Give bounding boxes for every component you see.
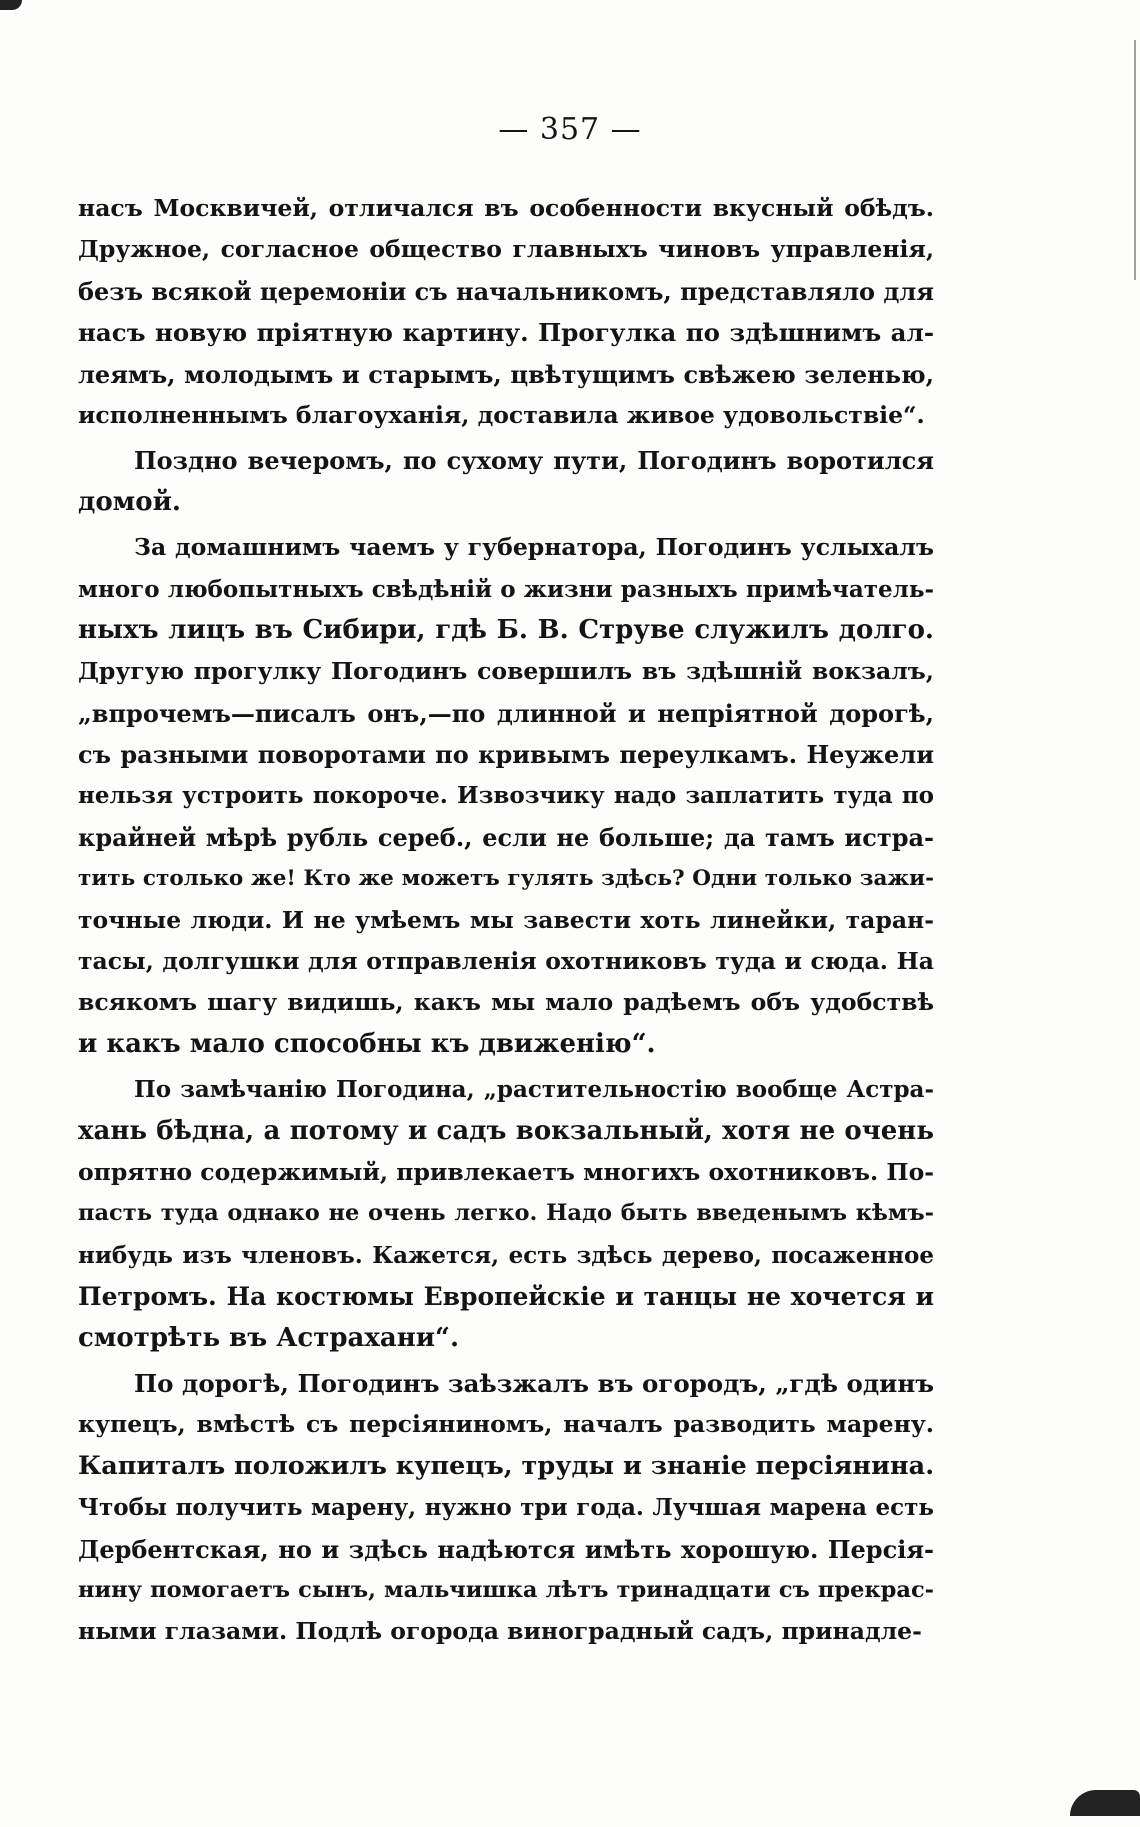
paragraph [78, 440, 934, 523]
body-text [78, 188, 934, 1657]
text-line: Дружное, согласное общество главныхъ чиновъ управленія, [78, 235, 934, 264]
text-line: нельзя устроить покороче. Извозчику надо заплатить туда по [78, 782, 934, 810]
text-line: За домашнимъ чаемъ у губернатора, Погодинъ услыхалъ [134, 533, 934, 562]
paragraph [78, 1363, 934, 1653]
text-line: тасы, долгушки для отправленія охотниковъ туда и сюда. На [78, 947, 934, 976]
text-line: домой. [78, 486, 181, 517]
paragraph [78, 1069, 934, 1359]
text-line: По замѣчанію Погодина, „растительностію вообще Астра- [134, 1076, 934, 1104]
text-line: Петромъ. На костюмы Европейскіе и танцы не хочется и [78, 1282, 934, 1312]
text-line: исполненнымъ благоуханія, доставила живое удовольствіе“. [78, 400, 925, 429]
text-line: смотрѣть въ Астрахани“. [78, 1322, 460, 1353]
text-line: Чтобы получить марену, нужно три года. Лучшая марена есть [78, 1494, 934, 1522]
text-line: крайней мѣрѣ рубль сереб., если не больше; да тамъ истра- [78, 822, 934, 852]
text-line: насъ Москвичей, отличался въ особенности вкусный обѣдъ. [78, 194, 934, 222]
text-line: пасть туда однако не очень легко. Надо быть введенымъ кѣмъ- [78, 1200, 934, 1227]
text-line: ныхъ лицъ въ Сибири, гдѣ Б. В. Струве служилъ долго. [78, 614, 934, 645]
text-line: всякомъ шагу видишь, какъ мы мало радѣемъ объ удобствѣ [78, 988, 934, 1017]
scan-artifact-blob [1070, 1790, 1140, 1816]
text-line: ными глазами. Подлѣ огорода виноградный садъ, принадле- [78, 1617, 922, 1646]
text-line: и какъ мало способны къ движенію“. [78, 1028, 656, 1059]
text-line: Поздно вечеромъ, по сухому пути, Погодинъ воротился [134, 446, 934, 476]
text-line: опрятно содержимый, привлекаетъ многихъ охотниковъ. По- [78, 1157, 934, 1186]
scan-artifact [0, 0, 22, 10]
text-line: много любопытныхъ свѣдѣній о жизни разныхъ примѣчатель- [78, 575, 934, 603]
text-line: съ разными поворотами по кривымъ переулкамъ. Неужели [78, 740, 934, 770]
text-line: купецъ, вмѣстѣ съ персіяниномъ, началъ разводить марену. [78, 1410, 934, 1439]
text-line: Дербентская, но и здѣсь надѣются имѣть хорошую. Персія- [78, 1534, 934, 1564]
text-line: безъ всякой церемоніи съ начальникомъ, представляло для [78, 276, 934, 306]
paragraph [78, 188, 934, 436]
text-line: По дорогѣ, Погодинъ заѣзжалъ въ огородъ, „гдѣ одинъ [134, 1368, 934, 1398]
text-line: точные люди. И не умѣемъ мы завести хоть линейки, таран- [78, 905, 934, 934]
text-line: нибудь изъ членовъ. Кажется, есть здѣсь дерево, посаженное [78, 1241, 934, 1269]
text-line: Другую прогулку Погодинъ совершилъ въ здѣшній вокзалъ, [78, 657, 934, 686]
page-edge-line [1134, 40, 1136, 280]
page-number: — 357 — [498, 112, 642, 147]
paragraph [78, 527, 934, 1065]
text-line: насъ новую пріятную картину. Прогулка по здѣшнимъ ал- [78, 318, 934, 348]
text-line: Капиталъ положилъ купецъ, труды и знаніе персіянина. [78, 1450, 934, 1481]
text-line: хань бѣдна, а потому и садъ вокзальный, хотя не очень [78, 1115, 934, 1146]
text-line: нину помогаетъ сынъ, мальчишка лѣтъ тринадцати съ прекрас- [78, 1576, 934, 1603]
text-line: „впрочемъ—писалъ онъ,—по длинной и непріятной дорогѣ, [78, 698, 934, 728]
text-line: леямъ, молодымъ и старымъ, цвѣтущимъ свѣжею зеленью, [78, 359, 934, 389]
text-line: тить столько же! Кто же можетъ гулять здѣсь? Одни только зажи- [78, 866, 934, 892]
